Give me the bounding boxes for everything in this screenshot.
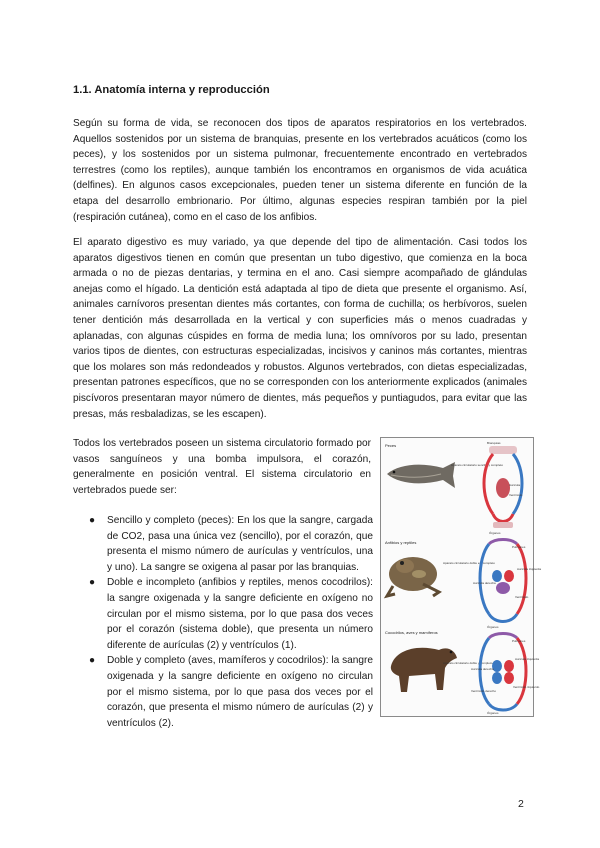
fish-icon bbox=[387, 462, 455, 488]
label-lungs-amphibian: Pulmones bbox=[512, 545, 526, 549]
label-organs-amphibian: Órganos bbox=[487, 625, 499, 629]
caption-amphibians: Aparato circulatorio doble e incompleto bbox=[443, 561, 495, 565]
circulatory-types-list bbox=[73, 513, 373, 731]
label-gills: Branquias bbox=[487, 441, 501, 445]
bullet-icon: ● bbox=[89, 515, 96, 526]
section-title: 1.1. Anatomía interna y reproducción bbox=[73, 84, 270, 96]
panel-label-amphibians: Anfibios y reptiles bbox=[385, 540, 417, 545]
bullet-icon: ● bbox=[89, 577, 96, 589]
frog-icon bbox=[387, 557, 439, 596]
bullet-icon: ● bbox=[89, 655, 96, 667]
list-item bbox=[73, 653, 373, 731]
label-right-ventricle-mammal: Ventrículo derecho bbox=[471, 689, 497, 693]
label-atrium: Aurícula bbox=[509, 483, 521, 487]
paragraph-respiratory: Según su forma de vida, se reconocen dos tipos de aparatos respiratorios en los vertebrados. Aquellos sostenidos por un sistema de branquias, presente en los vertebrados acuáticos (como los peces), y los sostenidos por un sistema pulmonar, frecuentemente encontrado en vertebrados terrestres (como los reptiles), aunque también los encontramos en organismos de vida acuática (delfines). En algunos casos excepcionales, pueden tener un sistema diferente en función de la etapa del desarrollo embrionario. Por último, algunas especies respiran también por la piel (respiración cutánea), como en el caso de los anfibios. bbox=[73, 118, 527, 223]
caption-fish: Aparato circulatorio sencillo y completo bbox=[451, 463, 504, 467]
label-right-atrium-mammal: Aurícula derecha bbox=[471, 667, 494, 671]
paragraph-circulatory: Todos los vertebrados poseen un sistema circulatorio formado por vasos sanguíneos y una bomba impulsora, el corazón, generalmente en posición ventral. El sistema circulatorio en vertebrados puede ser: bbox=[73, 438, 371, 496]
page-number: 2 bbox=[518, 798, 524, 810]
list-item bbox=[73, 513, 373, 575]
caption-mammals: Aparato circulatorio doble y completo bbox=[443, 661, 493, 665]
label-left-atrium-amphibian: Aurícula izquierda bbox=[517, 567, 542, 571]
label-left-atrium-mammal: Aurícula izquierda bbox=[515, 657, 540, 661]
label-organs-fish: Órganos bbox=[489, 531, 501, 535]
bear-icon bbox=[391, 648, 457, 692]
label-ventricle-amphibian: Ventrículo bbox=[515, 595, 529, 599]
label-organs-mammal: Órganos bbox=[487, 711, 499, 715]
list-item-text: Doble y completo (aves, mamíferos y cocodrilos): la sangre oxigenada y la sangre deficiente en oxígeno no circulan por el mismo sistema, por lo que pasa dos veces por el corazón, que presenta el mismo número de aurículas (2) y ventrículos (2). bbox=[107, 655, 373, 729]
panel-label-mammals: Cocodrilos, aves y mamíferos bbox=[385, 630, 438, 635]
fish-circulation-diagram bbox=[484, 446, 522, 528]
mammal-circulation-diagram bbox=[480, 634, 526, 711]
figure-illustration bbox=[381, 438, 542, 716]
paragraph-digestive: El aparato digestivo es muy variado, ya que depende del tipo de alimentación. Casi todos los aparatos digestivos tienen en común que presentan un tubo digestivo, que comienza en la boca armada o no de piezas dentarias, y termina en el ano. Casi siempre acompañado de glándulas anejas como el hígado. La dentición está adaptada al tipo de dieta que presente el organismo. Así, animales carnívoros presentan dientes más cortantes, con forma de cuchilla; os herbívoros, suelen tener dentición más desarrollada en la vertical y con superficies más o menos cuadradas y aplanadas, con algunas cúspides en forma de media luna; los omnívoros por su lado, presentan varios tipos de dientes, con estructuras especializadas, incisivos y caninos más cortantes, mientras que los molares son más redondeados y robustos. Algunos vertebrados, con dietas especializadas, presentan patrones específicos, que no se corresponden con los anteriormente explicados (animales piscívoros presentaran mayor número de dientes, más pequeños y puntiagudos, para evitar que las presas, más resbaladizas, se les escapen). bbox=[73, 237, 527, 420]
label-right-atrium-amphibian: Aurícula derecha bbox=[473, 581, 496, 585]
label-lungs-mammal: Pulmones bbox=[512, 639, 526, 643]
list-item-text: Sencillo y completo (peces): En los que la sangre, cargada de CO2, pasa una única vez (sencillo), por el corazón, que presenta el mismo número de aurículas y ventrículos, una y uno). La sangre se oxigena al pasar por las branquias. bbox=[107, 515, 373, 573]
label-ventricle: Ventrículo bbox=[509, 493, 523, 497]
panel-label-fish: Peces bbox=[385, 443, 397, 448]
label-left-ventricle-mammal: Ventrículo izquierdo bbox=[513, 685, 540, 689]
list-item-text: Doble e incompleto (anfibios y reptiles, menos cocodrilos): la sangre oxigenada y la sangre deficiente en oxígeno no circulan por el mismo sistema, por lo que pasa dos veces por el corazón (sistema doble), que presenta un número diferente de aurículas (2) y ventrículos (1). bbox=[107, 577, 373, 651]
circulatory-systems-figure bbox=[380, 437, 542, 717]
list-item bbox=[73, 575, 373, 653]
